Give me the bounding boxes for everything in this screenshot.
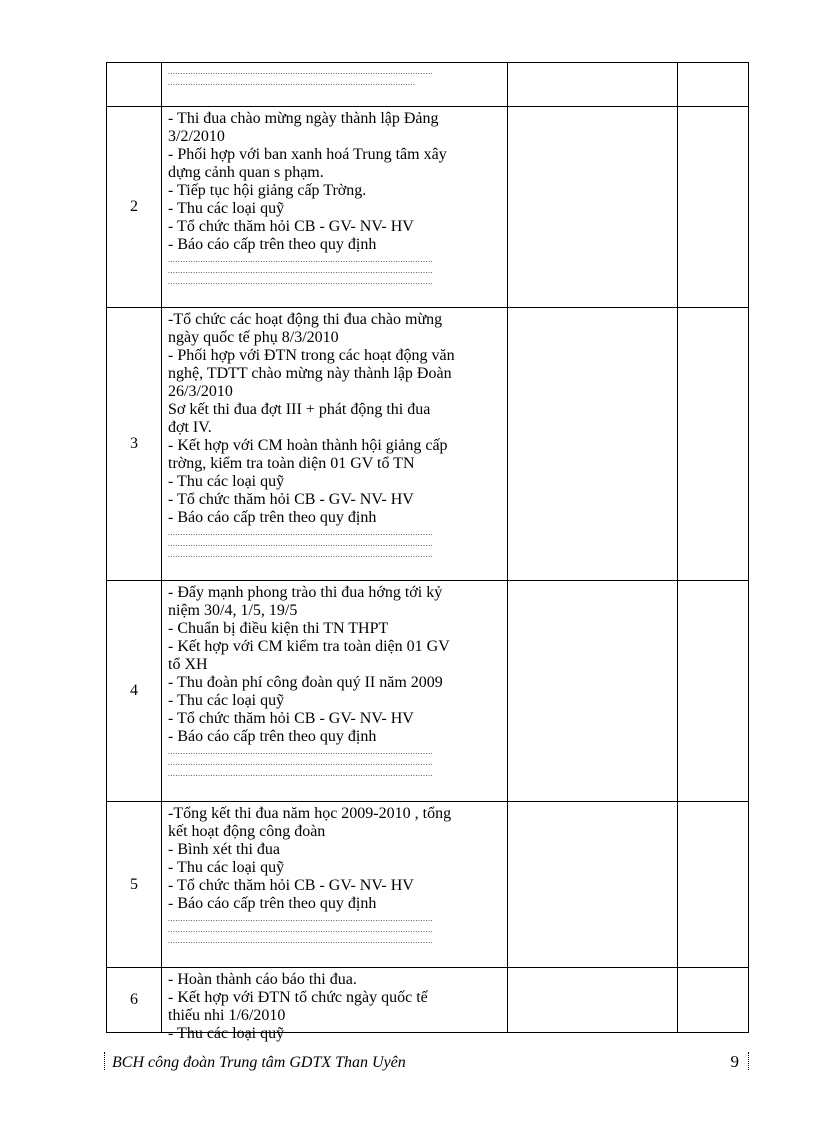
activity-line: - Thu các loại quỹ	[168, 473, 285, 490]
dotted-fill-line: ..........................................................................................................	[168, 914, 433, 923]
activity-line: nghệ, TDTT chào mừng này thành lập Đoàn	[168, 365, 452, 382]
row-number: 5	[107, 802, 162, 968]
plan-row	[107, 308, 749, 581]
plan-row	[107, 581, 749, 802]
activity-content	[162, 968, 508, 1042]
activity-content	[162, 107, 508, 308]
activity-line: kết hoạt động công đoàn	[168, 823, 326, 840]
activity-line: - Tổ chức thăm hỏi CB - GV- NV- HV	[168, 218, 414, 235]
row-number	[107, 63, 162, 107]
activity-content	[162, 63, 508, 107]
notes-cell	[508, 968, 678, 1033]
dotted-fill-line: ..........................................................................................................	[168, 758, 433, 767]
row-number: 4	[107, 581, 162, 802]
row-number: 2	[107, 107, 162, 308]
activity-line: 26/3/2010	[168, 383, 233, 400]
activity-line: - Tiếp tục hội giảng cấp Trờng.	[168, 182, 367, 199]
dotted-fill-line: ..........................................................................................................	[168, 936, 433, 945]
activity-line: -Tổng kết thi đua năm học 2009-2010 , tổng	[168, 805, 452, 822]
activity-line: - Kết hợp với CM hoàn thành hội giảng cấp	[168, 437, 448, 454]
plan-row	[107, 63, 749, 107]
activity-line: dựng cảnh quan s phạm.	[168, 164, 324, 181]
plan-row	[107, 802, 749, 968]
footer-left-mark	[104, 1052, 105, 1070]
activity-line: - Kết hợp với CM kiểm tra toàn diện 01 GV	[168, 638, 450, 655]
activity-line: - Thu các loại quỹ	[168, 1025, 285, 1042]
footer-organization: BCH công đoàn Trung tâm GDTX Than Uyên	[112, 1054, 406, 1071]
activity-line: - Tổ chức thăm hỏi CB - GV- NV- HV	[168, 877, 414, 894]
remarks-cell	[678, 63, 749, 107]
activity-line: tổ XH	[168, 656, 208, 673]
remarks-cell	[678, 107, 749, 308]
notes-cell	[508, 581, 678, 802]
notes-cell	[508, 802, 678, 968]
activity-line: - Bình xét thi đua	[168, 841, 280, 858]
dotted-fill-line: ..........................................................................................................	[168, 528, 433, 537]
activity-line: - Thi đua chào mừng ngày thành lập Đảng	[168, 110, 439, 127]
page-footer	[104, 1050, 749, 1074]
dotted-fill-line: ...................................................................................................	[168, 78, 416, 87]
activity-line: ngày quốc tế phụ 8/3/2010	[168, 329, 339, 346]
activity-content	[162, 802, 508, 968]
footer-right-mark	[748, 1052, 749, 1070]
activity-line: - Thu đoàn phí công đoàn quý II năm 2009	[168, 674, 443, 691]
activity-line: - Đẩy mạnh phong trào thi đua hớng tới kỷ	[168, 584, 443, 601]
dotted-fill-line: ..........................................................................................................	[168, 769, 433, 778]
dotted-fill-line: ..........................................................................................................	[168, 255, 433, 264]
page-number: 9	[730, 1052, 739, 1071]
activity-line: - Phối hợp với ban xanh hoá Trung tâm xây	[168, 146, 447, 163]
activity-content	[162, 581, 508, 802]
activity-line: - Báo cáo cấp trên theo quy định	[168, 509, 377, 526]
activity-line: - Chuẩn bị điều kiện thi TN THPT	[168, 620, 389, 637]
row-number: 6	[107, 968, 162, 1033]
dotted-fill-line: ..........................................................................................................	[168, 67, 433, 76]
work-plan-table	[106, 62, 749, 1042]
plan-row	[107, 107, 749, 308]
activity-line: đợt IV.	[168, 419, 212, 436]
activity-line: -Tổ chức các hoạt động thi đua chào mừng	[168, 311, 443, 328]
dotted-fill-line: ..........................................................................................................	[168, 747, 433, 756]
remarks-cell	[678, 802, 749, 968]
activity-line: - Báo cáo cấp trên theo quy định	[168, 728, 377, 745]
dotted-fill-line: ..........................................................................................................	[168, 266, 433, 275]
notes-cell	[508, 107, 678, 308]
row-number: 3	[107, 308, 162, 581]
remarks-cell	[678, 308, 749, 581]
plan-row	[107, 968, 749, 1033]
activity-line: - Hoàn thành cáo báo thi đua.	[168, 971, 357, 988]
activity-line: - Thu các loại quỹ	[168, 692, 285, 709]
remarks-cell	[678, 968, 749, 1033]
activity-line: Sơ kết thi đua đợt III + phát động thi đua	[168, 401, 431, 418]
activity-line: - Thu các loại quỹ	[168, 200, 285, 217]
notes-cell	[508, 63, 678, 107]
activity-line: - Tổ chức thăm hỏi CB - GV- NV- HV	[168, 710, 414, 727]
activity-line: trờng, kiểm tra toàn diện 01 GV tổ TN	[168, 455, 415, 472]
activity-line: 3/2/2010	[168, 128, 225, 145]
activity-line: - Thu các loại quỹ	[168, 859, 285, 876]
activity-line: - Báo cáo cấp trên theo quy định	[168, 895, 377, 912]
activity-line: - Phối hợp với ĐTN trong các hoạt động văn	[168, 347, 455, 364]
dotted-fill-line: ..........................................................................................................	[168, 539, 433, 548]
activity-line: - Kết hợp với ĐTN tổ chức ngày quốc tế	[168, 989, 428, 1006]
activity-line: - Tổ chức thăm hỏi CB - GV- NV- HV	[168, 491, 414, 508]
dotted-fill-line: ..........................................................................................................	[168, 550, 433, 559]
remarks-cell	[678, 581, 749, 802]
dotted-fill-line: ..........................................................................................................	[168, 925, 433, 934]
activity-content	[162, 308, 508, 581]
dotted-fill-line: ..........................................................................................................	[168, 277, 433, 286]
activity-line: niệm 30/4, 1/5, 19/5	[168, 602, 298, 619]
activity-line: thiếu nhi 1/6/2010	[168, 1007, 286, 1024]
activity-line: - Báo cáo cấp trên theo quy định	[168, 236, 377, 253]
notes-cell	[508, 308, 678, 581]
